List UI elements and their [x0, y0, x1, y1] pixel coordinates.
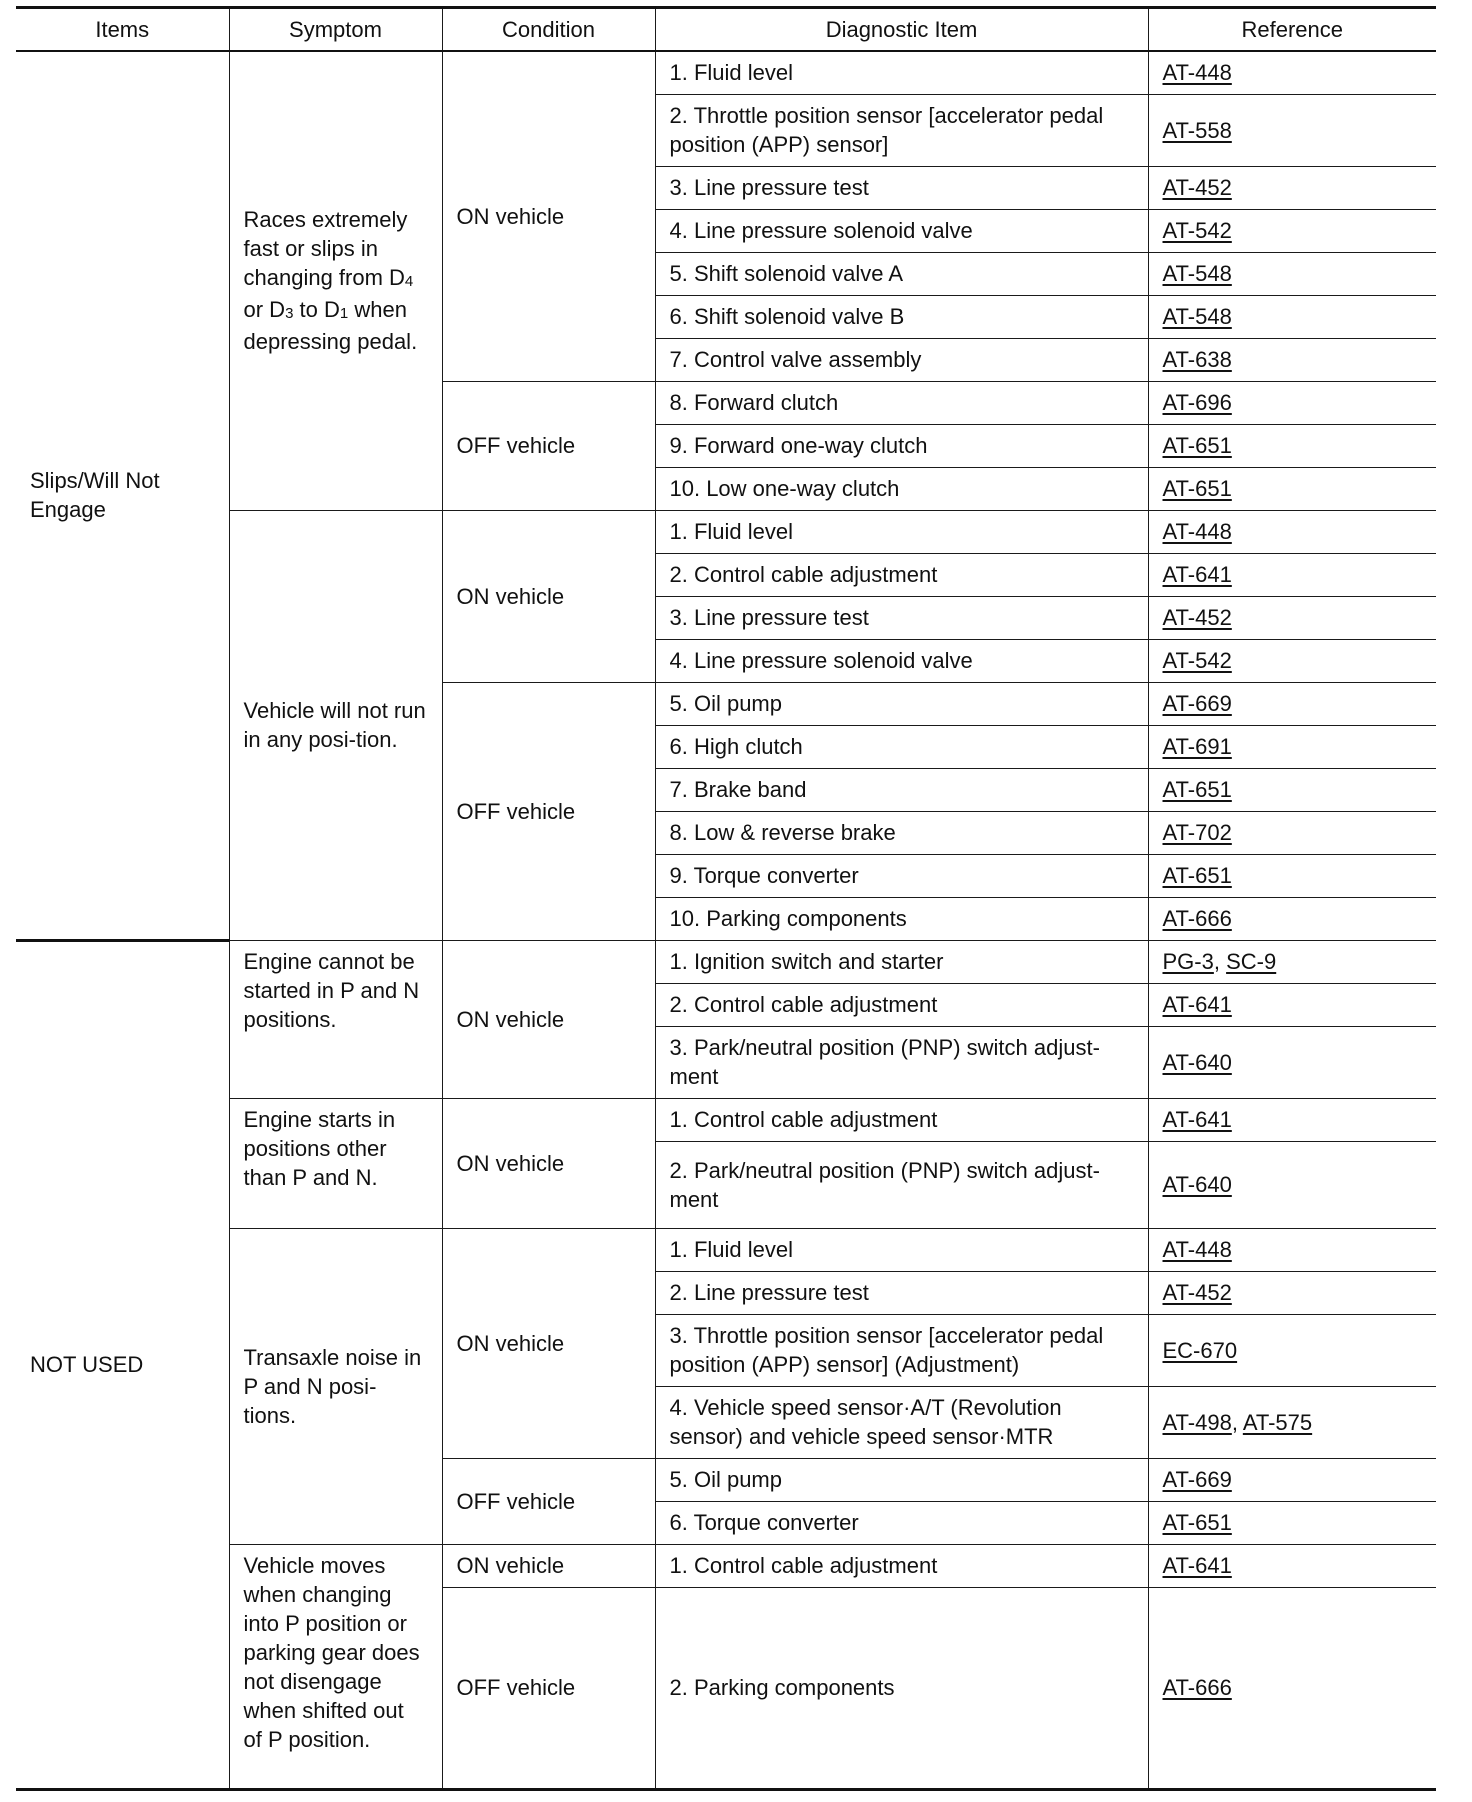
condition-cell: OFF vehicle — [442, 381, 655, 510]
reference-link[interactable]: AT-640 — [1162, 1049, 1232, 1075]
reference-link[interactable]: AT-651 — [1162, 777, 1232, 802]
reference-link[interactable]: AT-498 — [1162, 1409, 1232, 1435]
reference-link[interactable]: AT-651 — [1162, 433, 1232, 458]
diagnostic-item-cell: 2. Line pressure test — [655, 1271, 1148, 1314]
reference-cell — [1148, 295, 1436, 338]
diagnostic-item-cell: 4. Line pressure solenoid valve — [655, 639, 1148, 682]
symptom-cell: Races extremely fast or slips in changing from D4 or D3 to D1 when depressing pedal. — [229, 51, 442, 510]
reference-link[interactable]: AT-641 — [1162, 562, 1232, 587]
reference-link[interactable]: AT-641 — [1162, 992, 1232, 1017]
items-cell: NOT USED — [16, 940, 229, 1789]
reference-link[interactable]: AT-448 — [1162, 1237, 1232, 1262]
reference-cell — [1148, 1458, 1436, 1501]
condition-cell: OFF vehicle — [442, 1458, 655, 1544]
diagnostic-item-cell: 2. Parking components — [655, 1587, 1148, 1789]
reference-link[interactable]: AT-638 — [1162, 347, 1232, 372]
reference-link[interactable]: AT-548 — [1162, 304, 1232, 329]
reference-separator: , — [1231, 1409, 1243, 1435]
diagnostic-item-cell: 7. Control valve assembly — [655, 338, 1148, 381]
diagnostic-item-cell: 1. Control cable adjustment — [655, 1098, 1148, 1141]
reference-cell — [1148, 725, 1436, 768]
symptom-cell: Vehicle moves when changing into P position or parking gear does not disengage when shifted out of P position. — [229, 1544, 442, 1789]
diagnostic-item-cell: 1. Fluid level — [655, 51, 1148, 94]
symptom-cell: Vehicle will not run in any posi-tion. — [229, 510, 442, 940]
reference-link[interactable]: AT-641 — [1162, 1107, 1232, 1132]
reference-cell — [1148, 166, 1436, 209]
header-row — [16, 8, 1436, 52]
symptom-cell: Transaxle noise in P and N posi-tions. — [229, 1228, 442, 1544]
reference-cell — [1148, 51, 1436, 94]
diagnostic-item-cell: 3. Park/neutral position (PNP) switch adjust-ment — [655, 1026, 1148, 1098]
diagnostic-item-cell: 7. Brake band — [655, 768, 1148, 811]
condition-cell: ON vehicle — [442, 51, 655, 381]
reference-link[interactable]: AT-641 — [1162, 1553, 1232, 1578]
reference-cell — [1148, 897, 1436, 940]
diagnostic-item-cell: 10. Parking components — [655, 897, 1148, 940]
diagnostic-item-cell: 10. Low one-way clutch — [655, 467, 1148, 510]
table-row — [16, 51, 1436, 94]
condition-cell: ON vehicle — [442, 510, 655, 682]
reference-link[interactable]: AT-669 — [1162, 1467, 1232, 1492]
diagnostic-item-cell: 1. Ignition switch and starter — [655, 940, 1148, 983]
header-symptom: Symptom — [229, 8, 442, 52]
symptom-cell: Engine starts in positions other than P and N. — [229, 1098, 442, 1228]
table-row — [16, 1098, 1436, 1141]
reference-cell — [1148, 1026, 1436, 1098]
reference-cell — [1148, 252, 1436, 295]
reference-cell — [1148, 639, 1436, 682]
diagnostic-item-cell: 6. High clutch — [655, 725, 1148, 768]
reference-cell — [1148, 338, 1436, 381]
reference-link[interactable]: PG-3 — [1162, 949, 1214, 974]
reference-link[interactable]: AT-452 — [1162, 175, 1232, 200]
reference-link[interactable]: AT-651 — [1162, 476, 1232, 501]
diagnostic-item-cell: 1. Fluid level — [655, 1228, 1148, 1271]
reference-cell — [1148, 1314, 1436, 1386]
reference-cell — [1148, 983, 1436, 1026]
reference-cell — [1148, 94, 1436, 166]
table-row — [16, 940, 1436, 983]
reference-cell — [1148, 596, 1436, 639]
reference-link[interactable]: AT-575 — [1242, 1409, 1313, 1435]
reference-link[interactable]: AT-542 — [1162, 648, 1232, 673]
diagnostic-item-cell: 4. Line pressure solenoid valve — [655, 209, 1148, 252]
table-row — [16, 1228, 1436, 1271]
diagnostic-item-cell: 8. Forward clutch — [655, 381, 1148, 424]
reference-cell — [1148, 811, 1436, 854]
reference-link[interactable]: AT-651 — [1162, 863, 1232, 888]
reference-cell — [1148, 768, 1436, 811]
reference-link[interactable]: AT-558 — [1162, 117, 1232, 143]
reference-cell — [1148, 424, 1436, 467]
reference-link[interactable]: AT-702 — [1162, 820, 1232, 845]
reference-link[interactable]: SC-9 — [1226, 949, 1277, 974]
reference-cell — [1148, 940, 1436, 983]
diagnostic-item-cell: 5. Shift solenoid valve A — [655, 252, 1148, 295]
reference-cell — [1148, 682, 1436, 725]
reference-cell — [1148, 1501, 1436, 1544]
reference-cell — [1148, 381, 1436, 424]
reference-cell — [1148, 1228, 1436, 1271]
condition-cell: OFF vehicle — [442, 682, 655, 940]
reference-cell — [1148, 1386, 1436, 1458]
reference-link[interactable]: AT-669 — [1162, 691, 1232, 716]
reference-link[interactable]: AT-452 — [1162, 605, 1232, 630]
reference-cell — [1148, 1141, 1436, 1228]
diagnostic-item-cell: 5. Oil pump — [655, 682, 1148, 725]
reference-link[interactable]: AT-666 — [1162, 1675, 1232, 1700]
reference-link[interactable]: AT-691 — [1162, 734, 1232, 759]
reference-link[interactable]: AT-448 — [1162, 60, 1232, 86]
condition-cell: ON vehicle — [442, 1098, 655, 1228]
condition-cell: ON vehicle — [442, 1544, 655, 1587]
reference-link[interactable]: AT-452 — [1162, 1280, 1232, 1305]
reference-link[interactable]: AT-548 — [1162, 261, 1232, 286]
diagnostic-item-cell: 1. Control cable adjustment — [655, 1544, 1148, 1587]
reference-link[interactable]: AT-666 — [1162, 906, 1232, 931]
table-row — [16, 510, 1436, 553]
condition-cell: OFF vehicle — [442, 1587, 655, 1789]
header-condition: Condition — [442, 8, 655, 52]
reference-cell — [1148, 1587, 1436, 1789]
reference-cell — [1148, 209, 1436, 252]
diagnosis-table — [16, 6, 1436, 1791]
reference-cell — [1148, 467, 1436, 510]
reference-link[interactable]: AT-640 — [1162, 1172, 1232, 1197]
diagnostic-item-cell: 2. Control cable adjustment — [655, 983, 1148, 1026]
diagnostic-item-cell: 3. Line pressure test — [655, 596, 1148, 639]
reference-cell — [1148, 553, 1436, 596]
symptom-cell: Engine cannot be started in P and N positions. — [229, 940, 442, 1098]
diagnostic-item-cell: 1. Fluid level — [655, 510, 1148, 553]
diagnostic-item-cell: 8. Low & reverse brake — [655, 811, 1148, 854]
diagnostic-item-cell: 3. Throttle position sensor [accelerator pedal position (APP) sensor] (Adjustment) — [655, 1314, 1148, 1386]
condition-cell: ON vehicle — [442, 1228, 655, 1458]
diagnostic-item-cell: 6. Shift solenoid valve B — [655, 295, 1148, 338]
reference-cell — [1148, 1271, 1436, 1314]
diagnostic-item-cell: 5. Oil pump — [655, 1458, 1148, 1501]
diagnostic-item-cell: 9. Torque converter — [655, 854, 1148, 897]
table-row — [16, 1544, 1436, 1587]
diagnostic-item-cell: 2. Throttle position sensor [accelerator pedal position (APP) sensor] — [655, 94, 1148, 166]
items-cell: Slips/Will Not Engage — [16, 51, 229, 940]
header-items: Items — [16, 8, 229, 52]
reference-cell — [1148, 510, 1436, 553]
reference-link[interactable]: AT-542 — [1162, 218, 1232, 243]
reference-link[interactable]: AT-651 — [1162, 1510, 1232, 1535]
header-diagnostic-item: Diagnostic Item — [655, 8, 1148, 52]
reference-link[interactable]: EC-670 — [1162, 1337, 1238, 1363]
diagnostic-item-cell: 3. Line pressure test — [655, 166, 1148, 209]
diagnostic-item-cell: 4. Vehicle speed sensor·A/T (Revolution sensor) and vehicle speed sensor·MTR — [655, 1386, 1148, 1458]
reference-cell — [1148, 1098, 1436, 1141]
reference-cell — [1148, 1544, 1436, 1587]
diagnostic-item-cell: 2. Park/neutral position (PNP) switch adjust-ment — [655, 1141, 1148, 1228]
reference-separator: , — [1213, 949, 1227, 974]
reference-cell — [1148, 854, 1436, 897]
header-reference: Reference — [1148, 8, 1436, 52]
diagnostic-item-cell: 6. Torque converter — [655, 1501, 1148, 1544]
reference-link[interactable]: AT-696 — [1162, 390, 1232, 415]
reference-link[interactable]: AT-448 — [1162, 519, 1232, 544]
condition-cell: ON vehicle — [442, 940, 655, 1098]
diagnostic-item-cell: 9. Forward one-way clutch — [655, 424, 1148, 467]
diagnostic-item-cell: 2. Control cable adjustment — [655, 553, 1148, 596]
